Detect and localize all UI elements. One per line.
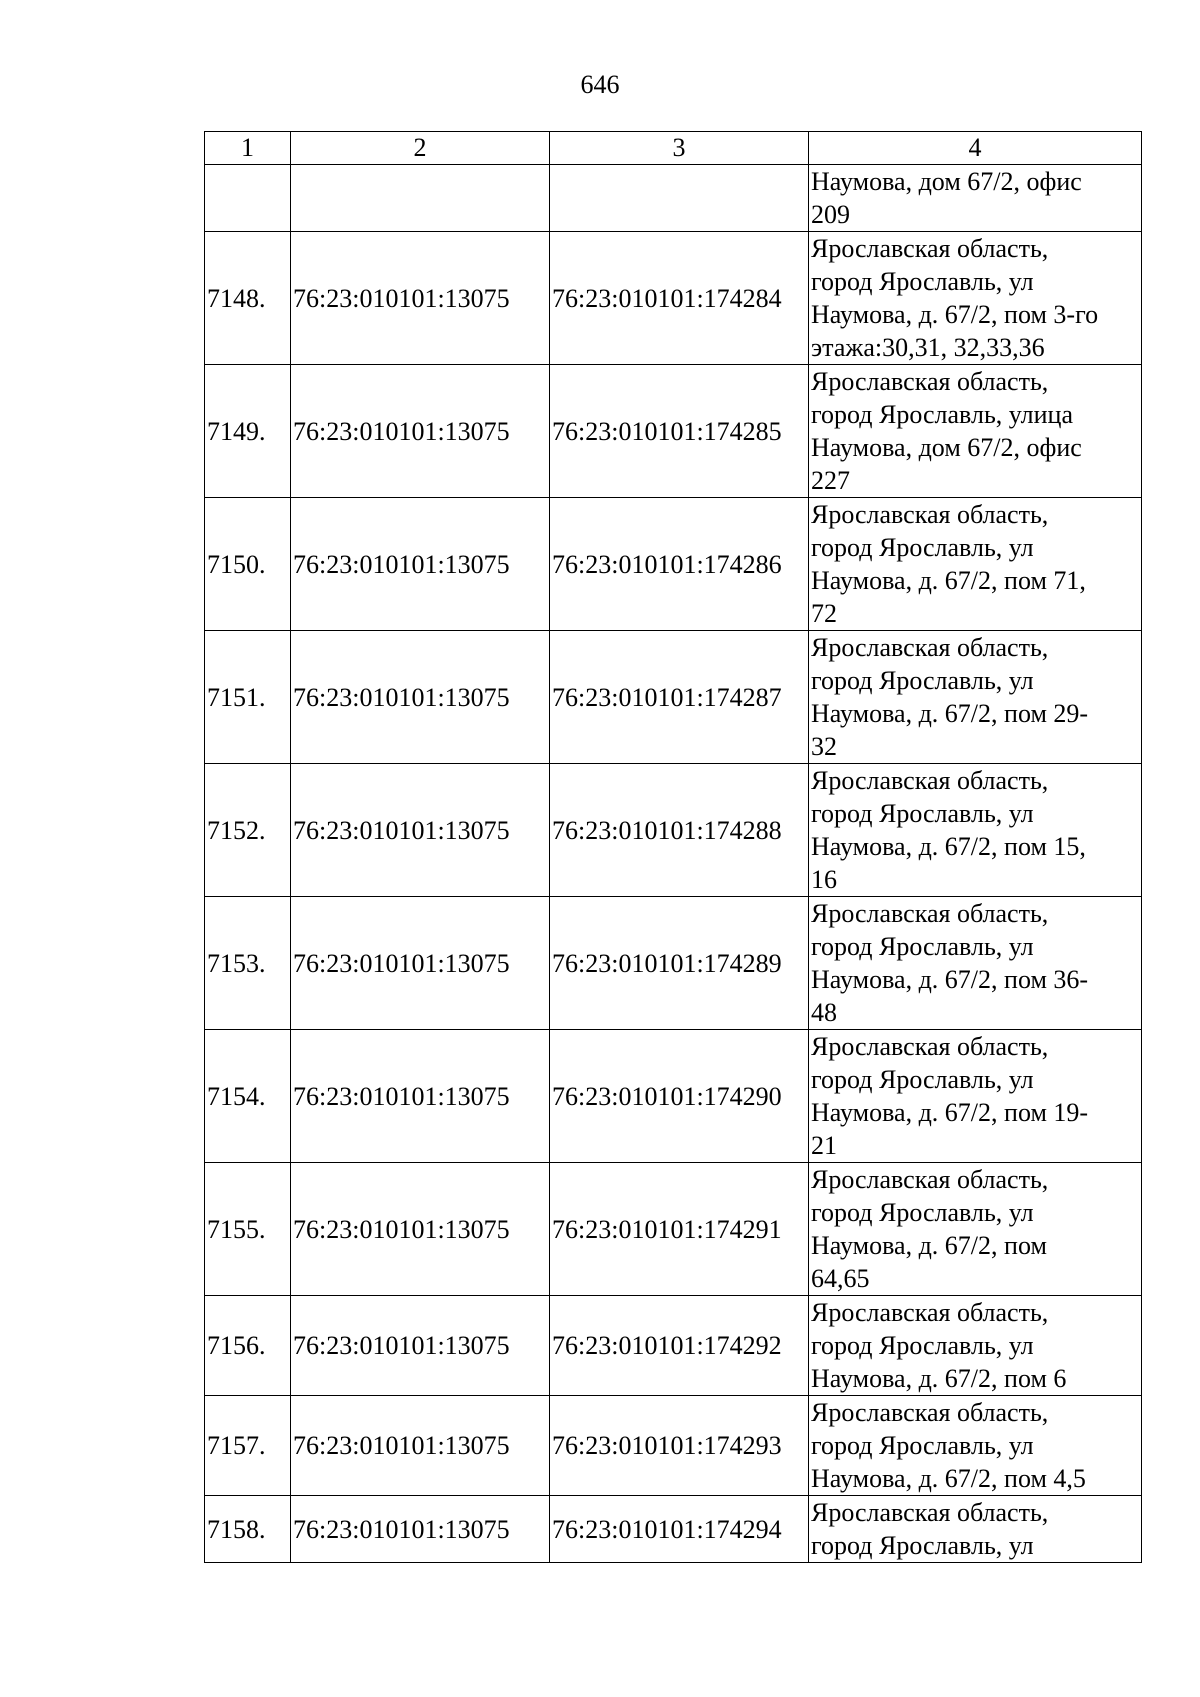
row-number-cell: 7158. (205, 1496, 291, 1563)
cadastral-number-cell: 76:23:010101:174291 (550, 1163, 809, 1296)
row-number-cell: 7150. (205, 498, 291, 631)
parent-cadastral-cell: 76:23:010101:13075 (291, 1296, 550, 1396)
column-header-3: 3 (550, 132, 809, 165)
cadastral-number-cell: 76:23:010101:174286 (550, 498, 809, 631)
address-line: 72 (811, 599, 837, 628)
address-line: город Ярославль, ул (811, 666, 1034, 695)
address-line: город Ярославль, ул (811, 799, 1034, 828)
address-cell (809, 1296, 1142, 1396)
cadastral-number-cell: 76:23:010101:174284 (550, 232, 809, 365)
address-line: Ярославская область, (811, 234, 1049, 263)
address-line: город Ярославль, ул (811, 932, 1034, 961)
address-line: город Ярославль, ул (811, 1065, 1034, 1094)
row-number-cell: 7154. (205, 1030, 291, 1163)
address-line: город Ярославль, ул (811, 1531, 1034, 1560)
address-line: Ярославская область, (811, 766, 1049, 795)
address-line: Ярославская область, (811, 899, 1049, 928)
address-line: город Ярославль, ул (811, 267, 1034, 296)
address-line: 227 (811, 466, 850, 495)
table-row (205, 1496, 1142, 1563)
address-line: Ярославская область, (811, 633, 1049, 662)
address-cell (809, 1396, 1142, 1496)
table-row (205, 498, 1142, 631)
address-line: Наумова, дом 67/2, офис (811, 433, 1082, 462)
address-line: Наумова, дом 67/2, офис (811, 167, 1082, 196)
row-number-cell: 7153. (205, 897, 291, 1030)
address-cell (809, 365, 1142, 498)
row-number-cell: 7152. (205, 764, 291, 897)
parent-cadastral-cell: 76:23:010101:13075 (291, 232, 550, 365)
parent-cadastral-cell (291, 165, 550, 232)
address-cell (809, 232, 1142, 365)
address-line: город Ярославль, ул (811, 1331, 1034, 1360)
address-line: Наумова, д. 67/2, пом 3-го (811, 300, 1099, 329)
address-line: город Ярославль, ул (811, 533, 1034, 562)
address-line: 21 (811, 1131, 837, 1160)
address-line: Наумова, д. 67/2, пом 29- (811, 699, 1089, 728)
cadastral-number-cell: 76:23:010101:174293 (550, 1396, 809, 1496)
table-row (205, 631, 1142, 764)
address-line: Ярославская область, (811, 1298, 1049, 1327)
address-line: Ярославская область, (811, 1165, 1049, 1194)
address-line: 32 (811, 732, 837, 761)
parent-cadastral-cell: 76:23:010101:13075 (291, 1030, 550, 1163)
parent-cadastral-cell: 76:23:010101:13075 (291, 1163, 550, 1296)
cadastral-number-cell: 76:23:010101:174285 (550, 365, 809, 498)
address-cell (809, 764, 1142, 897)
parent-cadastral-cell: 76:23:010101:13075 (291, 631, 550, 764)
parent-cadastral-cell: 76:23:010101:13075 (291, 498, 550, 631)
column-header-2: 2 (291, 132, 550, 165)
address-line: Ярославская область, (811, 1032, 1049, 1061)
header-row (205, 132, 1142, 165)
address-line: Ярославская область, (811, 500, 1049, 529)
address-line: 209 (811, 200, 850, 229)
address-line: Наумова, д. 67/2, пом 36- (811, 965, 1089, 994)
address-line: Наумова, д. 67/2, пом 19- (811, 1098, 1089, 1127)
cadastral-number-cell: 76:23:010101:174289 (550, 897, 809, 1030)
row-number-cell: 7149. (205, 365, 291, 498)
address-cell (809, 1030, 1142, 1163)
table-body (205, 165, 1142, 1563)
address-cell (809, 897, 1142, 1030)
address-line: Наумова, д. 67/2, пом (811, 1231, 1047, 1260)
address-line: Ярославская область, (811, 1498, 1049, 1527)
table-row (205, 764, 1142, 897)
registry-table (204, 131, 1142, 1563)
address-line: Наумова, д. 67/2, пом 15, (811, 832, 1086, 861)
cadastral-number-cell: 76:23:010101:174288 (550, 764, 809, 897)
address-line: 48 (811, 998, 837, 1027)
address-cell (809, 165, 1142, 232)
address-cell (809, 498, 1142, 631)
table-row (205, 1396, 1142, 1496)
table-row (205, 165, 1142, 232)
address-line: город Ярославль, ул (811, 1198, 1034, 1227)
row-number-cell: 7148. (205, 232, 291, 365)
row-number-cell: 7156. (205, 1296, 291, 1396)
parent-cadastral-cell: 76:23:010101:13075 (291, 1396, 550, 1496)
address-line: Наумова, д. 67/2, пом 4,5 (811, 1464, 1086, 1493)
address-line: 16 (811, 865, 837, 894)
row-number-cell: 7157. (205, 1396, 291, 1496)
cadastral-number-cell: 76:23:010101:174287 (550, 631, 809, 764)
table-header (205, 132, 1142, 165)
cadastral-number-cell: 76:23:010101:174290 (550, 1030, 809, 1163)
table-row (205, 232, 1142, 365)
address-line: Ярославская область, (811, 367, 1049, 396)
parent-cadastral-cell: 76:23:010101:13075 (291, 1496, 550, 1563)
address-line: город Ярославль, ул (811, 1431, 1034, 1460)
table-row (205, 1163, 1142, 1296)
address-cell (809, 1163, 1142, 1296)
table-row (205, 365, 1142, 498)
address-line: Наумова, д. 67/2, пом 71, (811, 566, 1086, 595)
page-number: 646 (580, 70, 620, 99)
table-row (205, 1296, 1142, 1396)
cadastral-number-cell: 76:23:010101:174294 (550, 1496, 809, 1563)
address-line: город Ярославль, улица (811, 400, 1074, 429)
address-cell (809, 1496, 1142, 1563)
table-row (205, 1030, 1142, 1163)
cadastral-number-cell (550, 165, 809, 232)
parent-cadastral-cell: 76:23:010101:13075 (291, 365, 550, 498)
parent-cadastral-cell: 76:23:010101:13075 (291, 764, 550, 897)
address-line: Наумова, д. 67/2, пом 6 (811, 1364, 1067, 1393)
column-header-4: 4 (809, 132, 1142, 165)
address-line: 64,65 (811, 1264, 870, 1293)
address-cell (809, 631, 1142, 764)
cadastral-number-cell: 76:23:010101:174292 (550, 1296, 809, 1396)
parent-cadastral-cell: 76:23:010101:13075 (291, 897, 550, 1030)
column-header-1: 1 (205, 132, 291, 165)
table-row (205, 897, 1142, 1030)
address-line: этажа:30,31, 32,33,36 (811, 333, 1045, 362)
address-line: Ярославская область, (811, 1398, 1049, 1427)
row-number-cell: 7151. (205, 631, 291, 764)
row-number-cell: 7155. (205, 1163, 291, 1296)
row-number-cell (205, 165, 291, 232)
